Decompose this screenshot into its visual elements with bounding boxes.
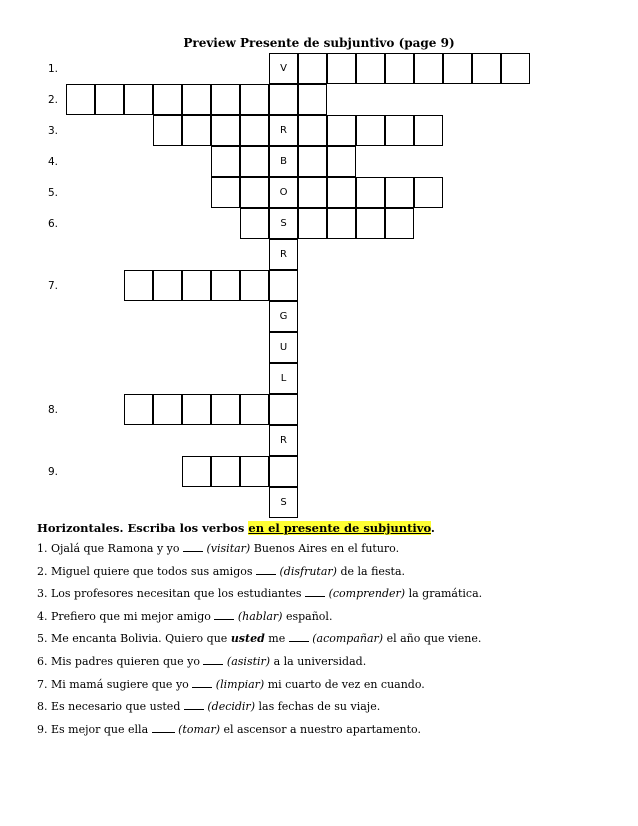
crossword-cell [153,115,182,146]
crossword-cell [240,84,269,115]
crossword-cell [356,53,385,84]
crossword-cell [211,270,240,301]
crossword-cell [327,53,356,84]
crossword-cell [298,84,327,115]
clue-text: 7. Mi mamá sugiere que yo [37,677,193,691]
crossword-cell [298,177,327,208]
crossword-cell [240,146,269,177]
answer-blank[interactable] [256,573,276,575]
crossword-cell [443,53,472,84]
crossword-cell [385,177,414,208]
answer-blank[interactable] [192,686,212,688]
crossword-cell: B [269,146,298,177]
clue-text: mi cuarto de vez en cuando. [264,677,425,691]
crossword-cell [182,456,211,487]
clue-item [37,610,332,623]
crossword-cell [298,146,327,177]
instructions-lead: Horizontales. Escriba los verbos [37,521,249,535]
crossword-cell [240,394,269,425]
clue-text: español. [282,609,333,623]
row-number: 4. [48,156,59,168]
instructions-tail: . [430,521,435,535]
crossword-cell: L [269,363,298,394]
crossword-cell: S [269,487,298,518]
crossword-cell [327,115,356,146]
row-number: 8. [48,404,59,416]
row-number: 2. [48,94,59,106]
crossword-cell [240,208,269,239]
crossword-cell [356,115,385,146]
crossword-cell [414,115,443,146]
crossword-cell [153,394,182,425]
crossword-cell [153,84,182,115]
clue-text: de la fiesta. [336,564,406,578]
clue-text: a la universidad. [270,655,367,668]
crossword-cell [153,270,182,301]
verb-hint: (hablar) [234,609,283,623]
clue-text: me [264,632,289,646]
crossword-cell [501,53,530,84]
crossword-cell [240,177,269,208]
crossword-cell [211,146,240,177]
crossword-cell: U [269,332,298,363]
clue-text: 3. Los profesores necesitan que los estudiantes [37,587,306,601]
row-number: 3. [48,125,59,137]
crossword-cell [356,208,385,239]
crossword-cell [472,53,501,84]
page-title: Preview Presente de subjuntivo (page 9) [183,36,455,50]
clue-item [37,587,482,600]
answer-blank[interactable] [214,618,234,620]
crossword-cell: O [269,177,298,208]
answer-blank[interactable] [183,550,203,552]
clue-item [37,678,425,691]
verb-hint: (decidir) [203,700,255,714]
answer-blank[interactable] [289,640,309,642]
clue-item [37,632,481,645]
crossword-cell [211,177,240,208]
crossword-cell [327,208,356,239]
crossword-cell [414,53,443,84]
crossword-cell [327,146,356,177]
crossword-cell [385,208,414,239]
crossword-cell [356,177,385,208]
crossword-cell [298,115,327,146]
crossword-cell [298,53,327,84]
crossword-cell: R [269,425,298,456]
crossword-cell: S [269,208,298,239]
clue-item [37,655,366,668]
crossword-cell [298,208,327,239]
clue-text: 5. Me encanta Bolivia. Quiero que [37,632,231,646]
crossword-cell [269,394,298,425]
clue-text: 2. Miguel quiere que todos sus amigos [37,564,257,578]
crossword-cell [385,53,414,84]
crossword-cell: G [269,301,298,332]
verb-hint: (disfrutar) [276,564,337,578]
crossword-cell [211,394,240,425]
row-number: 6. [48,218,59,230]
crossword-cell [124,270,153,301]
row-number: 7. [48,280,59,292]
clue-item [37,723,421,736]
answer-blank[interactable] [305,595,325,597]
crossword-cell [182,115,211,146]
clue-item [37,700,380,713]
clue-text: la gramática. [405,587,483,601]
verb-hint: (visitar) [203,542,251,555]
crossword-cell [269,84,298,115]
clue-text: 6. Mis padres quieren que yo [37,655,204,668]
verb-hint: (tomar) [174,722,220,736]
answer-blank[interactable] [203,663,223,665]
crossword-cell [211,115,240,146]
crossword-cell: R [269,239,298,270]
clue-emphasis: usted [230,632,265,646]
verb-hint: (acompañar) [308,632,384,646]
crossword-cell [124,394,153,425]
crossword-cell [240,115,269,146]
clue-text: Buenos Aires en el futuro. [250,542,400,555]
row-number: 1. [48,63,59,75]
verb-hint: (limpiar) [212,677,265,691]
answer-blank[interactable] [184,708,204,710]
row-number: 5. [48,187,59,199]
clue-text: las fechas de su viaje. [255,700,381,714]
crossword-cell [240,456,269,487]
clue-text: 8. Es necesario que usted [37,700,184,714]
clue-item [37,565,405,578]
crossword-cell [414,177,443,208]
crossword-cell: V [269,53,298,84]
crossword-cell [327,177,356,208]
crossword-cell [269,270,298,301]
clue-item [37,542,399,555]
crossword-cell [66,84,95,115]
crossword-cell [211,456,240,487]
crossword-cell [182,84,211,115]
row-number: 9. [48,466,59,478]
clue-text: el año que viene. [383,632,482,646]
crossword-cell [182,270,211,301]
instructions-highlight: en el presente de subjuntivo [248,521,431,535]
crossword-cell [385,115,414,146]
verb-hint: (comprender) [325,587,406,601]
crossword-cell [211,84,240,115]
instructions [37,521,435,535]
clue-text: 9. Es mejor que ella [37,722,152,736]
clue-text: 4. Prefiero que mi mejor amigo [37,609,215,623]
crossword-cell [240,270,269,301]
crossword-cell [124,84,153,115]
verb-hint: (asistir) [223,655,271,668]
clue-text: 1. Ojalá que Ramona y yo [37,542,184,555]
answer-blank[interactable] [152,731,175,733]
crossword-cell: R [269,115,298,146]
crossword-cell [269,456,298,487]
crossword-cell [182,394,211,425]
crossword-cell [95,84,124,115]
clue-text: el ascensor a nuestro apartamento. [220,722,421,736]
